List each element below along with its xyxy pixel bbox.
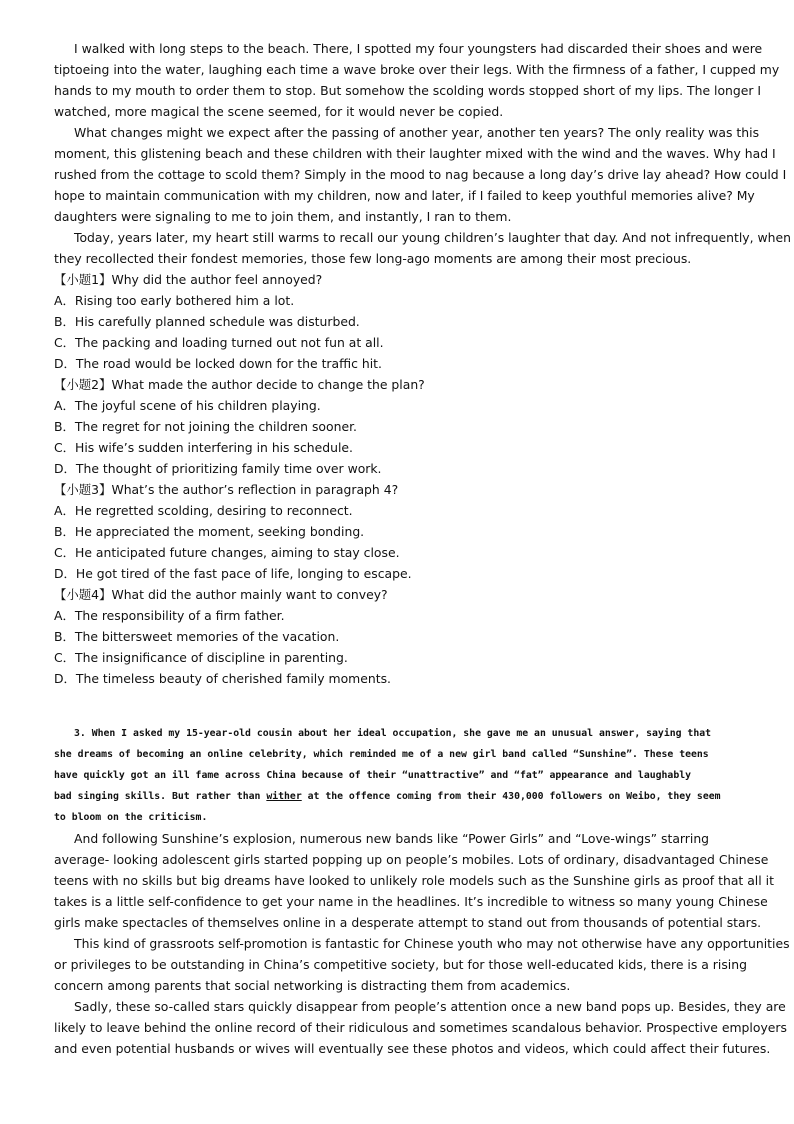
question-stem: 【小题2】What made the author decide to change the plan? bbox=[54, 377, 425, 392]
paragraph-line: Today, years later, my heart still warms to recall our young children’s laughter that day. And not infrequently, when bbox=[74, 230, 791, 245]
paragraph-line: moment, this glistening beach and these children with their laughter mixed with the wind and the waves. Why had I bbox=[54, 146, 776, 161]
answer-option: C．He anticipated future changes, aiming to stay close. bbox=[54, 545, 400, 560]
question-stem: 【小题1】Why did the author feel annoyed? bbox=[54, 272, 323, 287]
paragraph-line: or privileges to be outstanding in China’s competitive society, but for those well-educated kids, there is a rising bbox=[54, 957, 747, 972]
answer-option: B．He appreciated the moment, seeking bonding. bbox=[54, 524, 365, 539]
paragraph-line: tiptoeing into the water, laughing each time a wave broke over their legs. With the firmness of a father, I cupped my bbox=[54, 62, 780, 77]
answer-option: A．The responsibility of a firm father. bbox=[54, 608, 285, 623]
question-3 bbox=[54, 479, 740, 584]
answer-option: C．His wife’s sudden interfering in his schedule. bbox=[54, 440, 353, 455]
paragraph-line: teens with no skills but big dreams have looked to unlikely role models such as the Sunshine girls as proof that all it bbox=[54, 873, 774, 888]
paragraph-line: rushed from the cottage to scold them? Simply in the mood to nag because a long day’s drive lay ahead? How could I bbox=[54, 167, 787, 182]
answer-option: A．The joyful scene of his children playing. bbox=[54, 398, 321, 413]
paragraph-line: they recollected their fondest memories, those few long-ago moments are among their most precious. bbox=[54, 251, 692, 266]
section-spacer bbox=[54, 689, 740, 723]
paragraph-line: Sadly, these so-called stars quickly disappear from people’s attention once a new band pops up. Besides, they are bbox=[74, 999, 786, 1014]
paragraph-line: takes is a little self-confidence to get your name in the headlines. It’s incredible to witness so many young Chinese bbox=[54, 894, 768, 909]
intro-line: 3. When I asked my 15-year-old cousin about her ideal occupation, she gave me an unusual answer, saying that bbox=[74, 728, 712, 739]
story-passage bbox=[54, 38, 791, 269]
answer-option: D．He got tired of the fast pace of life, longing to escape. bbox=[54, 566, 412, 581]
paragraph-line: daughters were signaling to me to join them, and instantly, I ran to them. bbox=[54, 209, 512, 224]
paragraph-line: likely to leave behind the online record of their ridiculous and sometimes scandalous behavior. Prospective employers bbox=[54, 1020, 787, 1035]
answer-option: C．The packing and loading turned out not fun at all. bbox=[54, 335, 384, 350]
paragraph-line: average- looking adolescent girls started popping up on people’s mobiles. Lots of ordinary, disadvantaged Chinese bbox=[54, 852, 769, 867]
answer-option: A．Rising too early bothered him a lot. bbox=[54, 293, 295, 308]
underlined-word: wither bbox=[266, 791, 302, 802]
paragraph-line: I walked with long steps to the beach. There, I spotted my four youngsters had discarded their shoes and were bbox=[74, 41, 763, 56]
answer-option: D．The timeless beauty of cherished family moments. bbox=[54, 671, 391, 686]
answer-option: B．His carefully planned schedule was disturbed. bbox=[54, 314, 360, 329]
answer-option: D．The thought of prioritizing family time over work. bbox=[54, 461, 382, 476]
paragraph-line: hope to maintain communication with my children, now and later, if I failed to keep youthful memories alive? My bbox=[54, 188, 755, 203]
paragraph-line: watched, more magical the scene seemed, for it would never be copied. bbox=[54, 104, 504, 119]
answer-option: C．The insignificance of discipline in parenting. bbox=[54, 650, 348, 665]
intro-line: have quickly got an ill fame across China because of their “unattractive” and “fat” appearance and laughably bbox=[54, 770, 692, 781]
question-1 bbox=[54, 269, 740, 374]
document-page bbox=[54, 38, 791, 1059]
intro-line: she dreams of becoming an online celebrity, which reminded me of a new girl band called “Sunshine”. These teens bbox=[54, 749, 709, 760]
paragraph-line: concern among parents that social networking is distracting them from academics. bbox=[54, 978, 571, 993]
intro-text: bad singing skills. But rather than bbox=[54, 791, 267, 802]
intro-line bbox=[54, 786, 740, 807]
question-2 bbox=[54, 374, 740, 479]
intro-line: to bloom on the criticism. bbox=[54, 812, 208, 823]
answer-option: B．The regret for not joining the children sooner. bbox=[54, 419, 357, 434]
paragraph-line: girls make spectacles of themselves online in a desperate attempt to stand out from thousands of potential stars. bbox=[54, 915, 762, 930]
paragraph-line: hands to my mouth to order them to stop. But somehow the scolding words stopped short of my lips. The longer I bbox=[54, 83, 762, 98]
answer-option: A．He regretted scolding, desiring to reconnect. bbox=[54, 503, 353, 518]
question-stem: 【小题3】What’s the author’s reflection in paragraph 4? bbox=[54, 482, 399, 497]
paragraph-line: What changes might we expect after the passing of another year, another ten years? The only reality was this bbox=[74, 125, 760, 140]
passage-3-intro bbox=[54, 723, 740, 828]
paragraph-line: and even potential husbands or wives will eventually see these photos and videos, which could affect their futures. bbox=[54, 1041, 771, 1056]
paragraph-line: This kind of grassroots self-promotion is fantastic for Chinese youth who may not otherwise have any opportunities bbox=[74, 936, 790, 951]
intro-text: at the offence coming from their 430,000 followers on Weibo, they seem bbox=[301, 791, 721, 802]
question-list bbox=[54, 269, 740, 689]
passage-3 bbox=[54, 723, 790, 1059]
question-4 bbox=[54, 584, 740, 689]
answer-option: D．The road would be locked down for the traffic hit. bbox=[54, 356, 382, 371]
answer-option: B．The bittersweet memories of the vacation. bbox=[54, 629, 340, 644]
passage-3-body bbox=[54, 828, 790, 1059]
question-stem: 【小题4】What did the author mainly want to convey? bbox=[54, 587, 388, 602]
paragraph-line: And following Sunshine’s explosion, numerous new bands like “Power Girls” and “Love-wings” starring bbox=[74, 831, 710, 846]
